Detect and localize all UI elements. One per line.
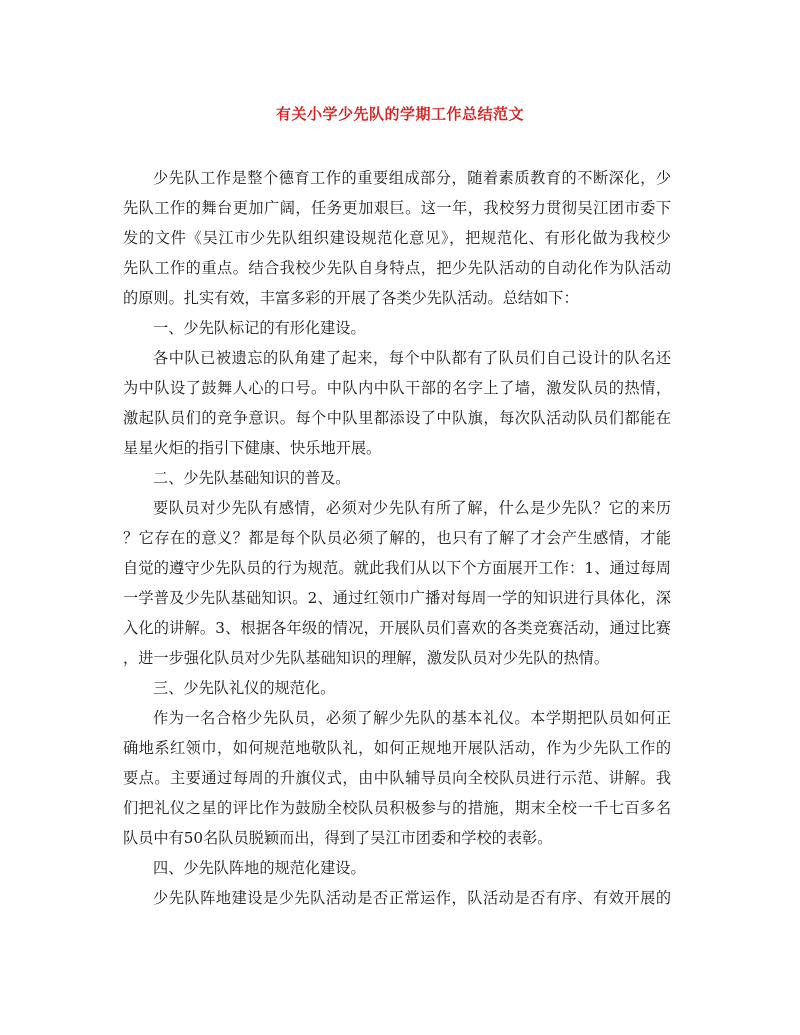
text-line: 发的文件《吴江市少先队组织建设规范化意见》，把规范化、有形化做为我校少 [123,229,671,247]
text-line: 四、少先队阵地的规范化建设。 [153,859,366,877]
document-title: 有关小学少先队的学期工作总结范文 [275,105,524,123]
text-line: 队员中有50名队员脱颖而出，得到了吴江市团委和学校的表彰。 [123,829,553,847]
text-line: ？它存在的意义？都是每个队员必须了解的，也只有了解了才会产生感情，才能 [123,529,671,547]
text-line: 作为一名合格少先队员，必须了解少先队的基本礼仪。本学期把队员如何正 [153,709,671,727]
text-line: 确地系红领巾，如何规范地敬队礼，如何正规地开展队活动，作为少先队工作的 [123,739,671,757]
text-line: 一、少先队标记的有形化建设。 [153,319,366,337]
text-line: 一学普及少先队基础知识。2、通过红领巾广播对每周一学的知识进行具体化，深 [123,589,671,607]
text-line: 们把礼仪之星的评比作为鼓励全校队员积极参与的措施，期末全校一千七百多名 [123,799,671,817]
text-line: ，进一步强化队员对少先队基础知识的理解，激发队员对少先队的热情。 [123,649,609,667]
text-line: 各中队已被遗忘的队角建了起来，每个中队都有了队员们自己设计的队名还 [153,349,671,367]
text-line: 少先队阵地建设是少先队活动是否正常运作，队活动是否有序、有效开展的 [153,889,671,907]
text-line: 先队工作的重点。结合我校少先队自身特点，把少先队活动的自动化作为队活动 [123,259,671,277]
text-line: 先队工作的舞台更加广阔，任务更加艰巨。这一年，我校努力贯彻吴江团市委下 [123,199,671,217]
text-line: 三、少先队礼仪的规范化。 [153,679,336,697]
text-line: 要点。主要通过每周的升旗仪式，由中队辅导员向全校队员进行示范、讲解。我 [123,769,671,787]
text-line: 少先队工作是整个德育工作的重要组成部分，随着素质教育的不断深化，少 [153,169,671,187]
text-line: 入化的讲解。3、根据各年级的情况，开展队员们喜欢的各类竞赛活动，通过比赛 [123,619,671,637]
text-line: 的原则。扎实有效，丰富多彩的开展了各类少先队活动。总结如下： [123,289,579,307]
text-line: 激起队员们的竞争意识。每个中队里都添设了中队旗，每次队活动队员们都能在 [123,409,671,427]
document-body [123,163,671,913]
text-line: 二、少先队基础知识的普及。 [153,469,351,487]
text-line: 星星火炬的指引下健康、快乐地开展。 [123,439,382,457]
text-line: 自觉的遵守少先队员的行为规范。就此我们从以下个方面展开工作：1、通过每周 [123,559,671,577]
text-line: 要队员对少先队有感情，必须对少先队有所了解，什么是少先队？它的来历 [153,499,671,517]
text-line: 为中队设了鼓舞人心的口号。中队内中队干部的名字上了墙，激发队员的热情， [123,379,671,397]
